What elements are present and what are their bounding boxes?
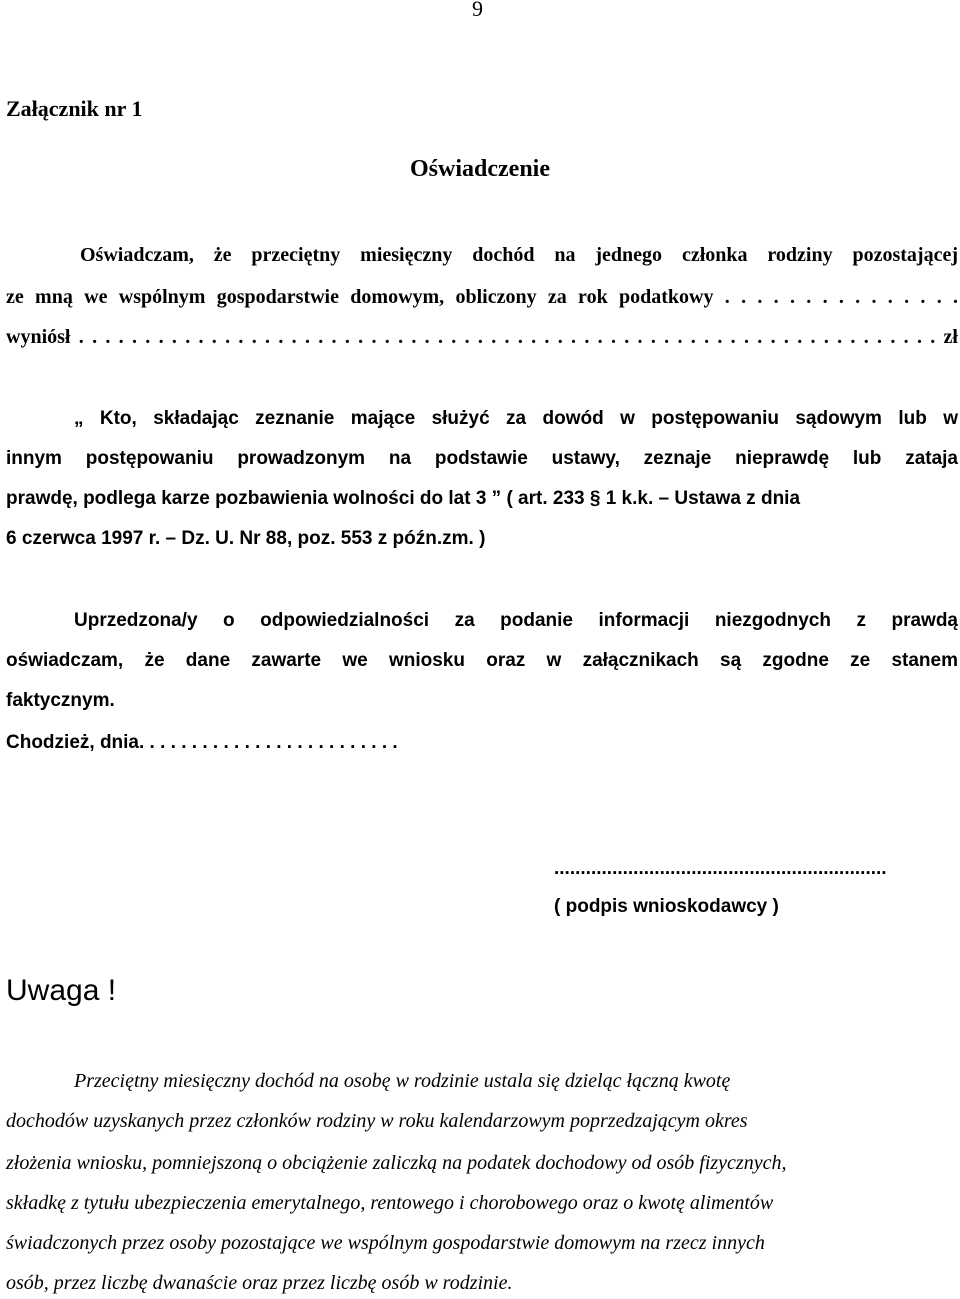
note-line: osób, przez liczbę dwanaście oraz przez liczbę osób w rodzinie. [6,1272,513,1294]
note-line: składkę z tytułu ubezpieczenia emerytalnego, rentowego i chorobowego oraz o kwotę alimentów [6,1192,774,1214]
responsibility-line: oświadczam, że dane zawarte we wniosku oraz w załącznikach są zgodne ze stanem [6,650,958,671]
place-date-field: Chodzież, dnia. . . . . . . . . . . . . . . . . . . . . . . . . [6,732,398,753]
note-heading: Uwaga ! [6,974,117,1007]
responsibility-line: Uprzedzona/y o odpowiedzialności za podanie informacji niezgodnych z prawdą [74,610,958,631]
signature-line: ............................................................... [554,858,887,879]
annex-label: Załącznik nr 1 [6,96,143,121]
legal-quote-line: innym postępowaniu prowadzonym na podstawie ustawy, zeznaje nieprawdę lub zataja [6,448,958,469]
legal-quote-line: 6 czerwca 1997 r. – Dz. U. Nr 88, poz. 553 z późn.zm. ) [6,528,486,549]
income-statement-line: wyniósł . . . . . . . . . . . . . . . . . . . . . . . . . . . . . . . . . . . . . . . . . . . . . . . . . . . . . . . . . . . . . . . . . zł [6,326,958,348]
responsibility-line: faktycznym. [6,690,115,711]
legal-quote-line: „ Kto, składając zeznanie mające służyć za dowód w postępowaniu sądowym lub w [74,408,958,429]
legal-quote-line: prawdę, podlega karze pozbawienia wolności do lat 3 ” ( art. 233 § 1 k.k. – Ustawa z dnia [6,488,801,509]
note-line: Przeciętny miesięczny dochód na osobę w rodzinie ustala się dzieląc łączną kwotę [74,1070,731,1092]
note-line: złożenia wniosku, pomniejszoną o obciążenie zaliczką na podatek dochodowy od osób fizycznych, [6,1152,787,1174]
document-title: Oświadczenie [410,156,550,182]
signature-label: ( podpis wnioskodawcy ) [554,896,779,917]
income-statement-line: ze mną we wspólnym gospodarstwie domowym, obliczony za rok podatkowy . . . . . . . . . . . . . . . [6,286,958,308]
note-line: świadczonych przez osoby pozostające we wspólnym gospodarstwie domowym na rzecz innych [6,1232,765,1254]
note-line: dochodów uzyskanych przez członków rodziny w roku kalendarzowym poprzedzającym okres [6,1110,748,1132]
page-number: 9 [472,0,483,21]
income-statement-line: Oświadczam, że przeciętny miesięczny dochód na jednego członka rodziny pozostającej [80,244,958,266]
